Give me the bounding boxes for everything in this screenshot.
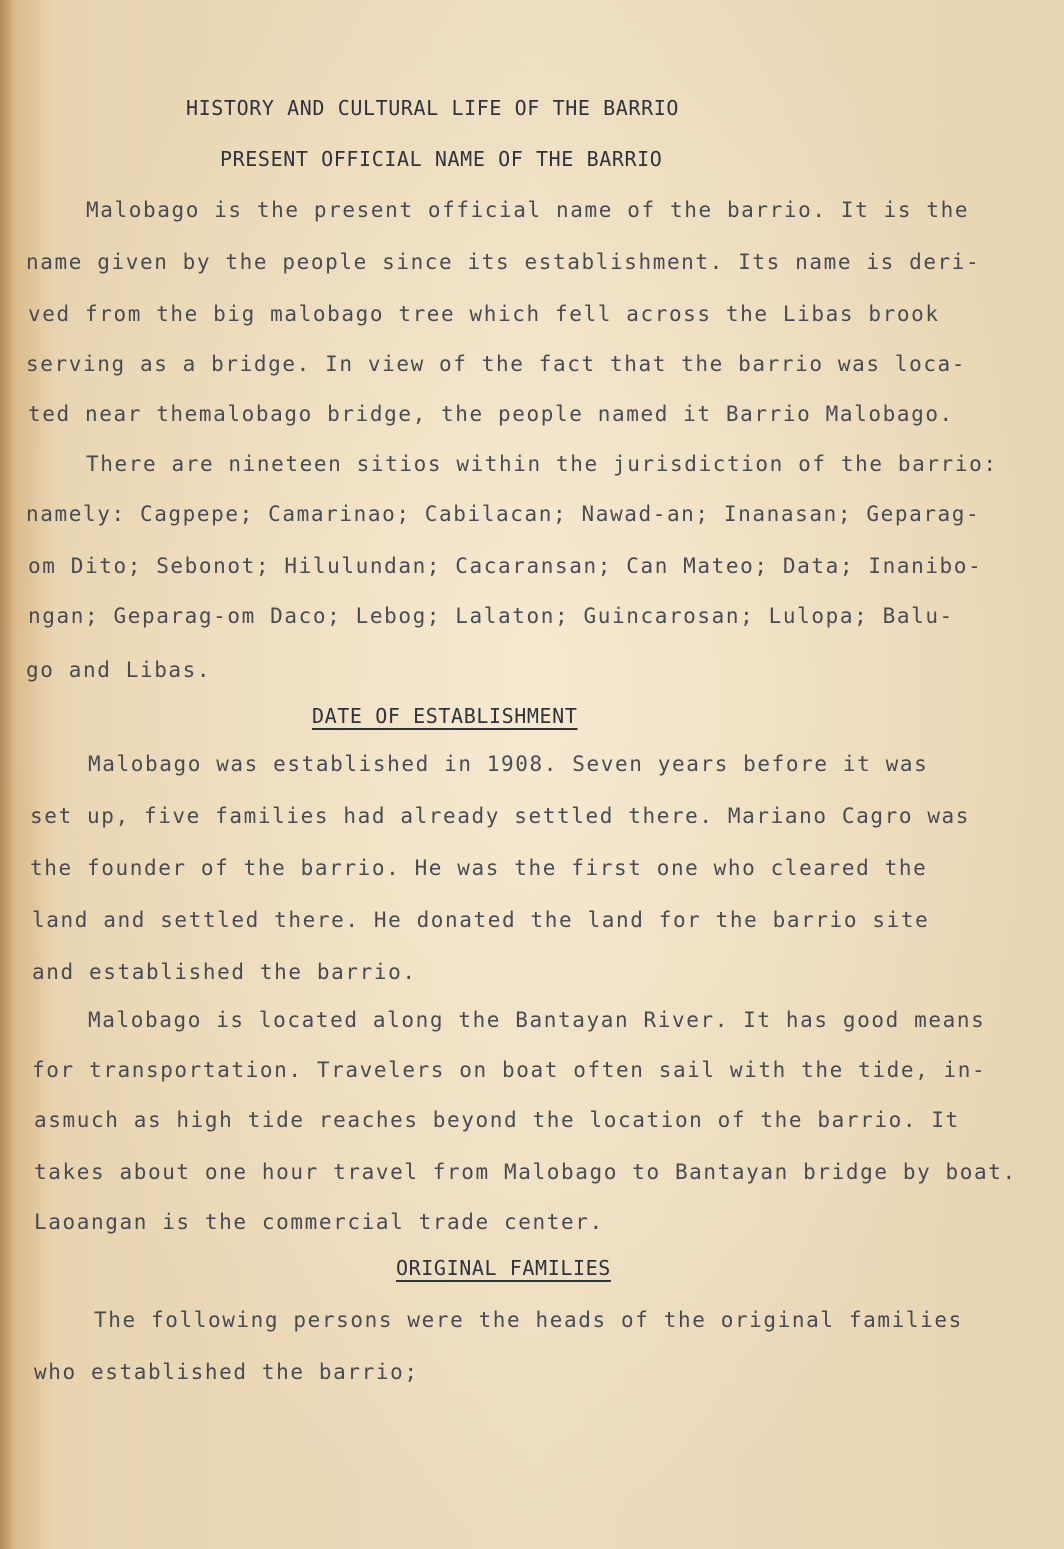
text-line: asmuch as high tide reaches beyond the location of the barrio. It [34,1108,960,1132]
document-title: HISTORY AND CULTURAL LIFE OF THE BARRIO [186,96,679,120]
text-line: om Dito; Sebonot; Hilulundan; Cacaransan; Can Mateo; Data; Inanibo- [28,554,983,578]
text-line: namely: Cagpepe; Camarinao; Cabilacan; Nawad-an; Inanasan; Geparag- [26,502,981,526]
text-line: There are nineteen sitios within the jurisdiction of the barrio: [86,452,998,476]
text-line: Malobago was established in 1908. Seven years before it was [88,752,929,776]
text-line: for transportation. Travelers on boat often sail with the tide, in- [32,1058,987,1082]
section-heading-original-families: ORIGINAL FAMILIES [396,1256,611,1280]
section-heading-establishment: DATE OF ESTABLISHMENT [312,704,578,728]
text-line: Malobago is located along the Bantayan River. It has good means [88,1008,986,1032]
text-line: ngan; Geparag-om Daco; Lebog; Lalaton; Guincarosan; Lulopa; Balu- [28,604,954,628]
text-line: the founder of the barrio. He was the first one who cleared the [30,856,928,880]
text-line: land and settled there. He donated the land for the barrio site [32,908,930,932]
text-line: serving as a bridge. In view of the fact that the barrio was loca- [26,352,967,376]
text-line: name given by the people since its establishment. Its name is deri- [26,250,981,274]
text-line: Laoangan is the commercial trade center. [34,1210,604,1234]
text-line: go and Libas. [26,658,212,682]
text-line: ved from the big malobago tree which fell across the Libas brook [28,302,940,326]
text-line: who established the barrio; [34,1360,419,1384]
section-heading-official-name: PRESENT OFFICIAL NAME OF THE BARRIO [220,147,663,171]
text-line: and established the barrio. [32,960,417,984]
text-line: Malobago is the present official name of the barrio. It is the [86,198,970,222]
text-line: The following persons were the heads of the original families [94,1308,963,1332]
text-line: takes about one hour travel from Malobago to Bantayan bridge by boat. [34,1160,1017,1184]
text-line: ted near themalobago bridge, the people named it Barrio Malobago. [28,402,954,426]
text-line: set up, five families had already settled there. Mariano Cagro was [30,804,971,828]
